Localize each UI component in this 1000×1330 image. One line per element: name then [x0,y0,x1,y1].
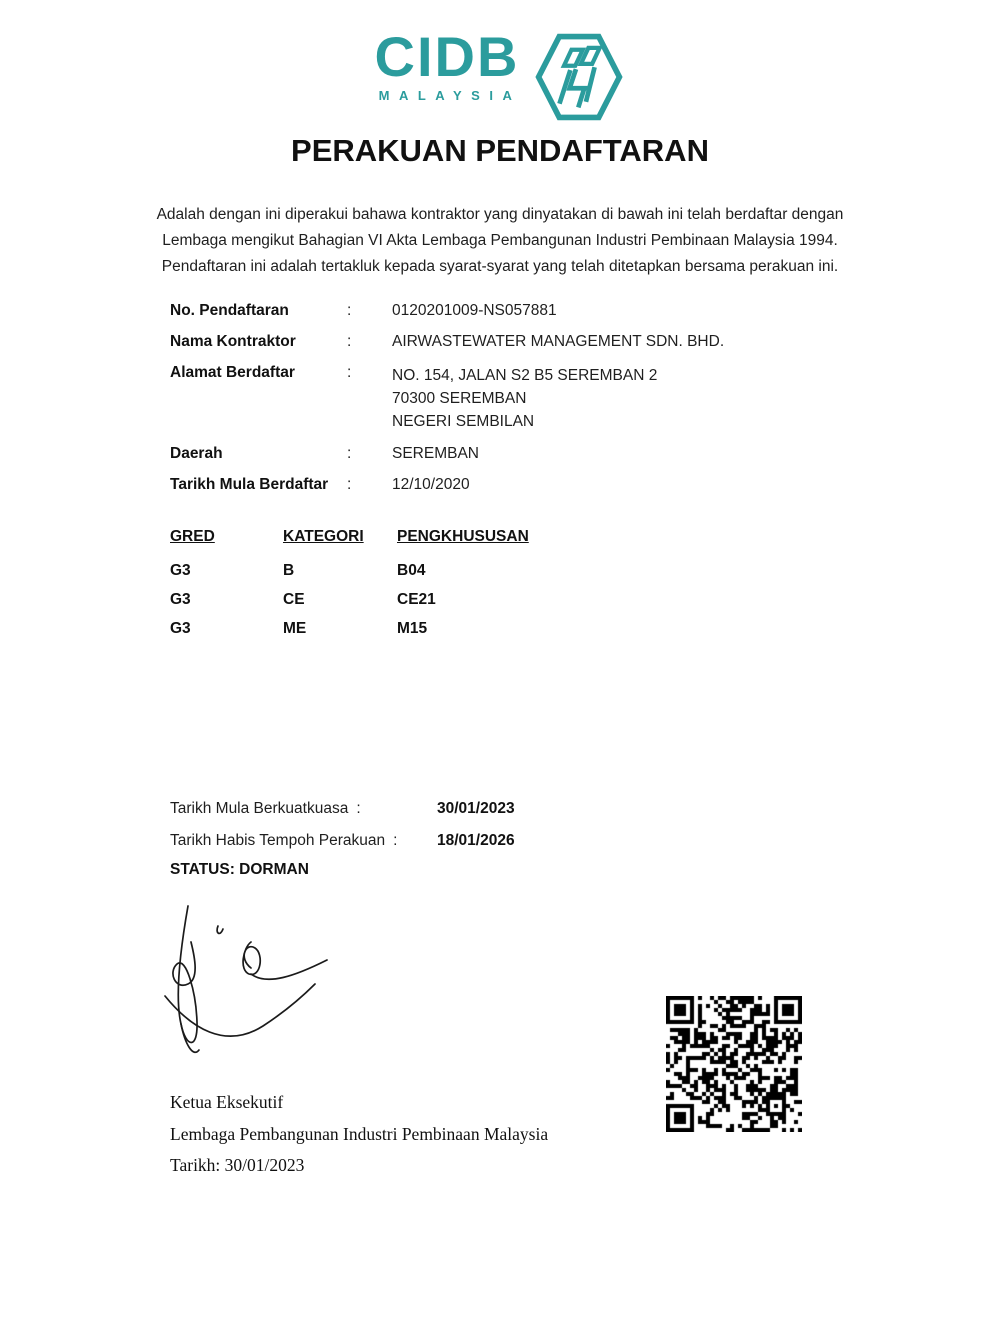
intro-line: Adalah dengan ini diperakui bahawa kontraktor yang dinyatakan di bawah ini telah berdaftar dengan [156,206,844,223]
signoff-organization: Lembaga Pembangunan Industri Pembinaan Malaysia [170,1124,549,1144]
column-header-kategori: KATEGORI [283,528,364,545]
grades-table-header [170,528,557,546]
field-colon: : [347,445,352,462]
field-label: Tarikh Mula Berdaftar [170,476,329,493]
field-row-no-pendaftaran [170,302,557,320]
field-row-alamat-berdaftar [170,364,657,433]
address-line: NEGERI SEMBILAN [392,413,535,430]
field-value: SEREMBAN [392,445,479,462]
gred-cell: G3 [170,591,191,608]
signoff-role: Ketua Eksekutif [170,1092,284,1112]
grades-table-row [170,562,557,580]
kategori-cell: ME [283,620,307,637]
field-row-daerah [170,445,479,463]
grades-table-row [170,591,557,609]
cidb-logo-text [373,25,522,103]
signoff-date: Tarikh: 30/01/2023 [170,1155,305,1175]
valid-value: 18/01/2026 [437,832,515,849]
intro-line: Pendaftaran ini adalah tertakluk kepada syarat-syarat yang telah ditetapkan bersama perakuan ini. [161,258,839,275]
field-value: AIRWASTEWATER MANAGEMENT SDN. BHD. [392,333,725,350]
field-label: No. Pendaftaran [170,302,289,319]
kategori-cell: CE [283,591,305,608]
address-line: NO. 154, JALAN S2 B5 SEREMBAN 2 [392,367,658,384]
valid-colon: : [356,800,361,817]
cidb-hexagon-icon [531,30,627,124]
valid-row-mula-berkuatkuasa [170,800,515,818]
valid-label: Tarikh Habis Tempoh Perakuan [170,832,386,849]
kategori-cell: B [283,562,295,579]
field-row-tarikh-mula-berdaftar [170,476,470,494]
field-value [392,364,657,433]
valid-row-habis-tempoh [170,832,515,850]
qr-code [666,996,802,1132]
cidb-logo [0,25,1000,124]
valid-label: Tarikh Mula Berkuatkuasa [170,800,349,817]
page-title: PERAKUAN PENDAFTARAN [291,133,709,168]
field-label: Daerah [170,445,223,462]
field-value: 0120201009-NS057881 [392,302,557,319]
field-colon: : [347,364,352,381]
column-header-pengkhususan: PENGKHUSUSAN [397,528,529,545]
intro-paragraph [100,202,900,280]
intro-line: Lembaga mengikut Bahagian VI Akta Lembaga Pembangunan Industri Pembinaan Malaysia 1994. [162,232,838,249]
valid-colon: : [393,832,398,849]
pengkhususan-cell: B04 [397,562,426,579]
field-colon: : [347,302,352,319]
cidb-brand-text: CIDB [374,25,520,88]
field-label: Nama Kontraktor [170,333,296,350]
address-line: 70300 SEREMBAN [392,390,527,407]
field-row-nama-kontraktor [170,333,724,351]
cidb-malaysia-text: MALAYSIA [378,88,522,103]
field-label: Alamat Berdaftar [170,364,295,381]
column-header-gred: GRED [170,528,215,545]
signature [155,898,335,1066]
status-badge: STATUS: DORMAN [170,861,309,878]
field-colon: : [347,333,352,350]
field-colon: : [347,476,352,493]
field-value: 12/10/2020 [392,476,470,493]
pengkhususan-cell: M15 [397,620,428,637]
grades-table-row [170,620,557,638]
valid-value: 30/01/2023 [437,800,515,817]
gred-cell: G3 [170,562,191,579]
pengkhususan-cell: CE21 [397,591,436,608]
gred-cell: G3 [170,620,191,637]
